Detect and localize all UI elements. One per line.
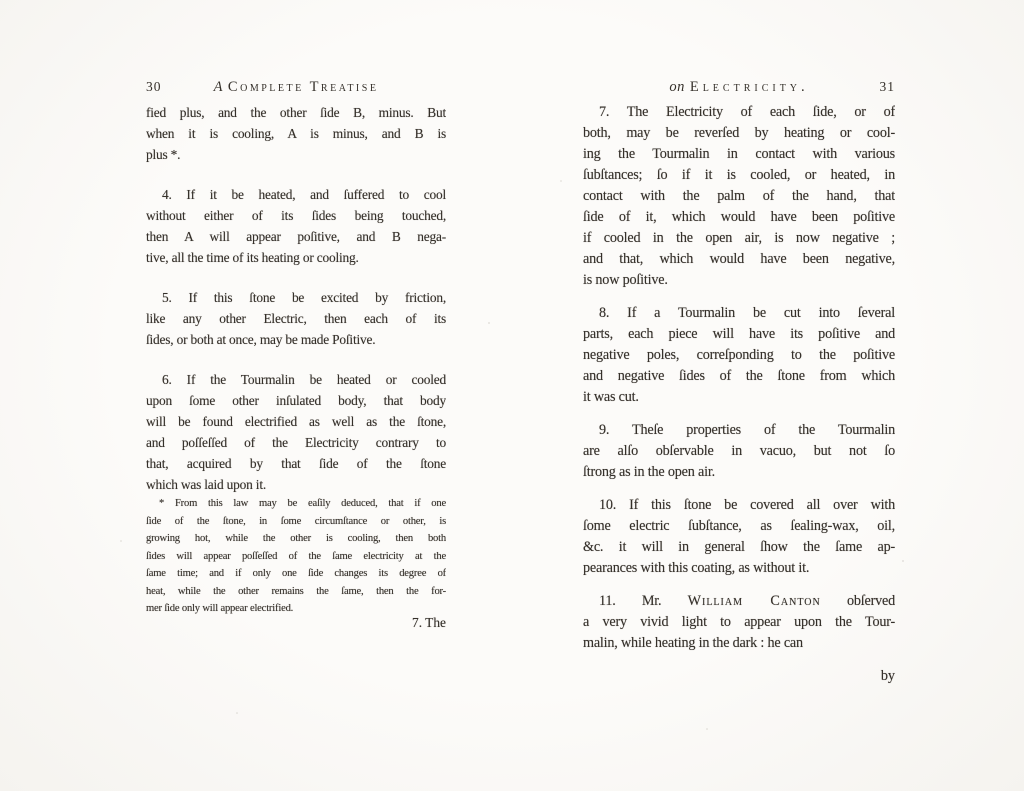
text-line: and that, which would have been negative, <box>583 251 895 267</box>
paragraph <box>583 102 895 291</box>
text-line: ſame time; and if only one ſide changes its degree of <box>146 568 446 579</box>
text-line: plus *. <box>146 147 181 162</box>
text-line: 4. If it be heated, and ſuffered to cool <box>162 187 446 202</box>
text-line: upon ſome other inſulated body, that body <box>146 393 446 408</box>
text-line: ſtrong as in the open air. <box>583 464 715 480</box>
text-line: 5. If this ſtone be excited by friction, <box>162 290 446 305</box>
text-line: without either of its ſides being touched, <box>146 208 446 223</box>
text-line: heat, while the other remains the ſame, then the for- <box>146 585 446 597</box>
text-segment: obſerved <box>820 593 895 609</box>
left-catchword: 7. The <box>412 614 446 630</box>
paragraph <box>583 495 895 579</box>
left-page <box>146 78 446 633</box>
text-line: it was cut. <box>583 389 639 405</box>
text-line: a very vivid light to appear upon the Tour- <box>583 614 895 630</box>
right-head-title <box>619 78 859 96</box>
text-line: malin, while heating in the dark : he can <box>583 635 803 651</box>
left-head-lead-word: A <box>213 79 223 95</box>
text-line: then A will appear poſitive, and B nega- <box>146 229 446 244</box>
small-caps-name: William Canton <box>687 593 821 609</box>
text-line: 7. The Electricity of each ſide, or of <box>599 104 895 120</box>
left-page-number: 30 <box>146 79 162 94</box>
text-line: mer ſide only will appear electrified. <box>146 603 294 614</box>
text-line: ing the Tourmalin in contact with various <box>583 146 895 162</box>
text-line: is now poſitive. <box>583 272 668 288</box>
scan-speckle <box>560 180 562 182</box>
left-page-footnote <box>146 495 446 618</box>
scan-speckle <box>120 540 122 542</box>
text-line: and negative ſides of the ſtone from which <box>583 368 895 384</box>
left-head-title <box>182 78 410 96</box>
text-line: tive, all the time of its heating or cooling. <box>146 250 359 265</box>
right-page <box>583 78 895 687</box>
paragraph <box>146 369 446 495</box>
text-line: negative poles, correſponding to the poſitive <box>583 347 895 363</box>
text-line: and poſſeſſed of the Electricity contrary to <box>146 435 446 450</box>
paragraph <box>146 287 446 350</box>
text-line: fied plus, and the other ſide B, minus. But <box>146 105 446 120</box>
right-head-text: Electricity. <box>689 79 809 95</box>
text-line: 6. If the Tourmalin be heated or cooled <box>162 372 446 387</box>
paragraph <box>583 420 895 483</box>
text-line: when it is cooling, A is minus, and B is <box>146 126 446 141</box>
text-line: ſome electric ſubſtance, as ſealing-wax, oil, <box>583 518 895 534</box>
text-line: 10. If this ſtone be covered all over with <box>599 497 895 513</box>
text-line <box>583 591 895 612</box>
text-line: 8. If a Tourmalin be cut into ſeveral <box>599 305 895 321</box>
text-line: &c. it will in general ſhow the ſame ap- <box>583 539 895 555</box>
text-line: that, acquired by that ſide of the ſtone <box>146 456 446 471</box>
right-page-body <box>583 102 895 654</box>
text-line: contact with the palm of the hand, that <box>583 188 895 204</box>
scan-speckle <box>706 728 708 730</box>
text-line: pearances with this coating, as without it. <box>583 560 810 576</box>
text-line: ſubſtances; ſo if it is cooled, or heated, in <box>583 167 895 183</box>
text-line: ſide of it, which would have been poſitive <box>583 209 895 225</box>
text-line: will be found electrified as well as the ſtone, <box>146 414 446 429</box>
text-line: if cooled in the open air, is now negative ; <box>583 230 895 246</box>
text-line: growing hot, while the other is cooling, then both <box>146 533 446 544</box>
left-head-text: Complete Treatise <box>227 79 379 95</box>
paragraph <box>583 591 895 654</box>
text-line: both, may be reverſed by heating or cool- <box>583 125 895 141</box>
scan-speckle <box>902 560 904 562</box>
left-page-body <box>146 102 446 495</box>
text-line: which was laid upon it. <box>146 477 266 492</box>
text-line: ſides, or both at once, may be made Poſitive. <box>146 332 376 347</box>
text-line: ſides will appear poſſeſſed of the ſame electricity at the <box>146 550 446 562</box>
right-page-number: 31 <box>879 79 895 94</box>
text-line: parts, each piece will have its poſitive and <box>583 326 895 342</box>
paragraph <box>146 495 446 618</box>
right-head-lead-word: on <box>669 79 685 95</box>
scan-speckle <box>236 712 238 714</box>
text-line: * From this law may be eaſily deduced, that if one <box>159 498 446 509</box>
text-line: are alſo obſervable in vacuo, but not ſo <box>583 443 895 459</box>
text-segment: 11. Mr. <box>599 593 688 609</box>
paragraph <box>146 102 446 165</box>
right-catchword: by <box>880 668 895 684</box>
text-line: ſide of the ſtone, in ſome circumſtance or other, is <box>146 515 446 527</box>
scan-speckle <box>488 322 490 324</box>
left-running-head <box>146 78 446 96</box>
text-line: 9. Theſe properties of the Tourmalin <box>599 422 895 438</box>
text-line: like any other Electric, then each of its <box>146 311 446 326</box>
paragraph <box>583 303 895 408</box>
paragraph <box>146 184 446 268</box>
right-running-head <box>583 78 895 96</box>
